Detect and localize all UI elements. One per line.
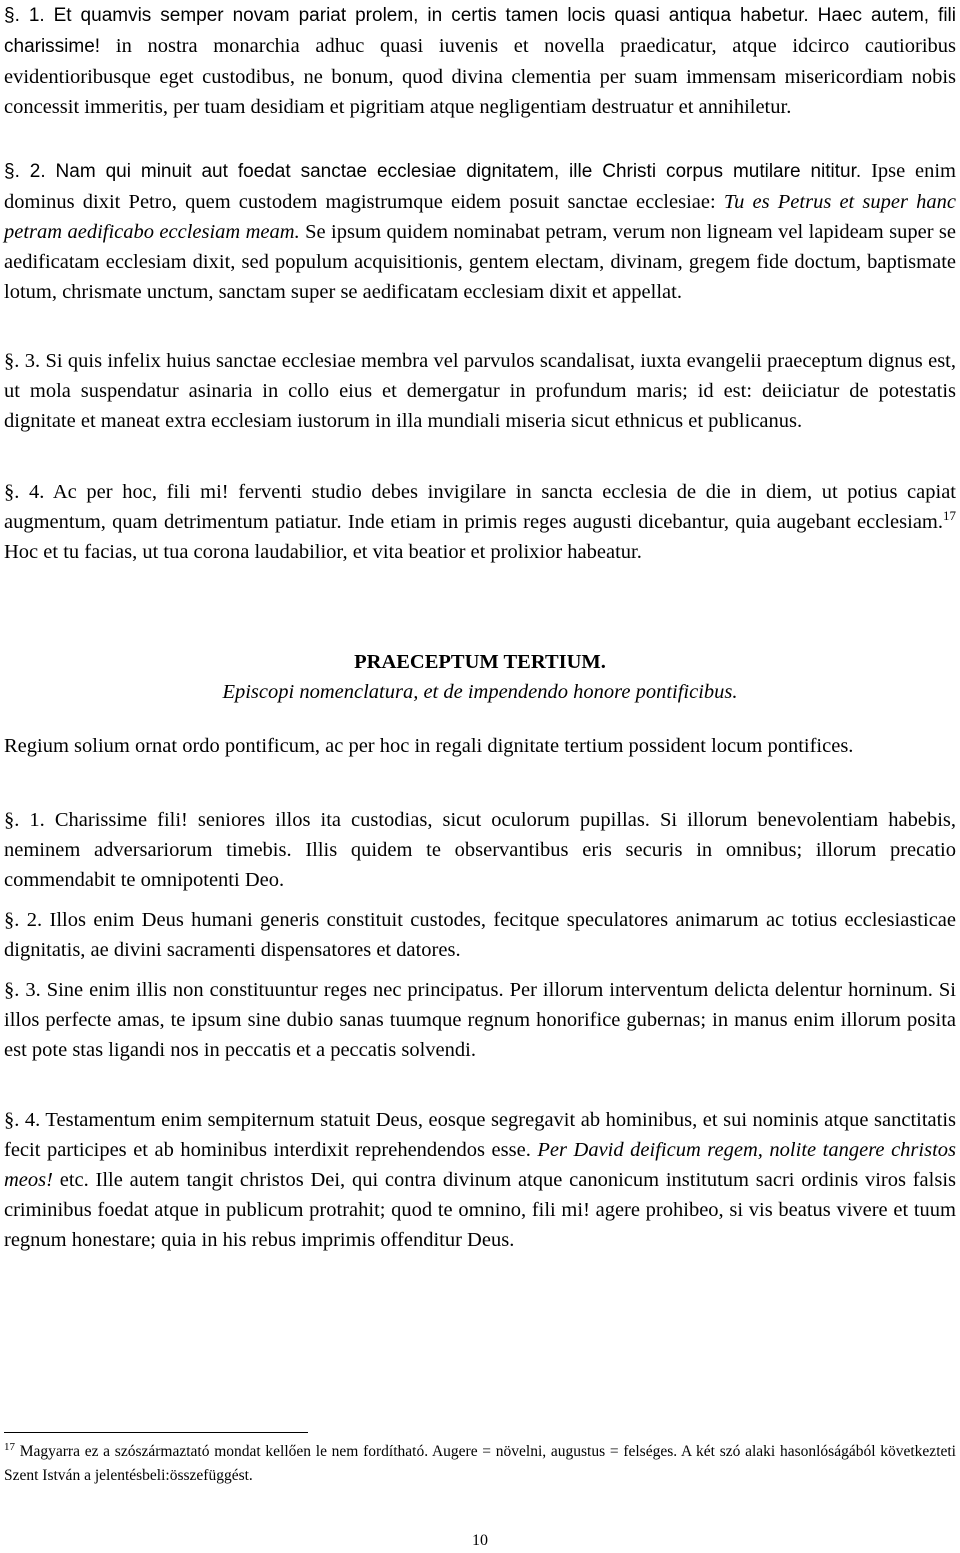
paragraph-q1: §. 1. Charissime fili! seniores illos ita custodias, sicut oculorum pupillas. Si illorum benevolentiam habebis, neminem adversariorum timebis. Illis quidem te observantibus eris securis in omnibus; illorum precatio commendabit te omnipotenti Deo. [4,809,956,891]
footnote [4,1440,956,1488]
footnote-reference: 17 [943,508,956,524]
paragraph-1-body: in nostra monarchia adhuc quasi iuvenis et novella praedicatur, atque idcirco cautioribus evidentioribusque eget custodibus, ne bonum, quod divina clementia per suam immensam misericordiam nobis concessit immeritis, per tuam desidiam et pigritiam atque negligentiam destruatur et annihiletur. [4,35,956,118]
paragraph-3: §. 3. Si quis infelix huius sanctae ecclesiae membra vel parvulos scandalisat, iuxta evangelii praeceptum dignus est, ut mola suspendatur asinaria in collo eius et demergatur in profundum maris; id est: deiiciatur de potestatis dignitate et maneat extra ecclesiam iustorum in illa mundiali miseria sicut ethnicus et publicanus. [4,350,956,432]
paragraph-2-sans-lead: §. 2. Nam qui minuit aut foedat sanctae ecclesiae dignitatem, ille Christi corpus mutilare nititur. [4,161,872,182]
paragraph-1 [4,0,956,122]
paragraph-4-body: §. 4. Ac per hoc, fili mi! ferventi studio debes invigilare in sancta ecclesia de die in diem, ut potius capiat augmentum, quam detrimentum patiatur. Inde etiam in primis reges augusti dicebantur, quia augebant ecclesiam. [4,481,956,533]
intro-paragraph: Regium solium ornat ordo pontificum, ac per hoc in regali dignitate tertium possident locum pontifices. [4,735,854,757]
footnote-text: Magyarra ez a szószármaztató mondat kellően le nem fordítható. Augere = növelni, augustus = felséges. A két szó alaki hasonlóságából következteti Szent István a jelentésbeli:összefüggést. [4,1443,956,1484]
paragraph-q4 [4,1105,956,1255]
page-number: 10 [472,1532,488,1549]
paragraph-2-body: Ipse enim dominus dixit Petro, quem custodem magistrumque eidem posuit sanctae ecclesiae: [4,160,956,213]
paragraph-2-quote: Tu es Petrus et super hanc petram aedificabo ecclesiam meam. [4,191,956,243]
paragraph-2-body-cont: Se ipsum quidem nominabat petram, verum non ligneam vel lapideam super se aedificatam ecclesiam dixit, sed populum acquisitionis, gentem electam, divinam, gregem fide doctum, baptismate lotum, chrismate unctum, sanctam super se aedificatam ecclesiam dixit et appellat. [4,221,957,303]
paragraph-q4-quote: Per David deificum regem, nolite tangere christos meos! [4,1139,956,1191]
section-title: PRAECEPTUM TERTIUM. [354,651,606,673]
paragraph-q2: §. 2. Illos enim Deus humani generis constituit custodes, fecitque speculatores animarum ac totius ecclesiasticae dignitatis, ae divini sacramenti dispensatores et datores. [4,909,956,961]
paragraph-2 [4,156,956,307]
paragraph-4 [4,477,956,567]
paragraph-q3: §. 3. Sine enim illis non constituuntur reges nec principatus. Per illorum interventum delicta delentur horninum. Si illos perfecte amas, te ipsum sine dubio sanas tuumque regnum honorifice gubernas; in manus enim illorum posita est pote stas ligandi nos in peccatis et a peccatis solvendi. [4,979,956,1061]
section-subtitle: Episcopi nomenclatura, et de impendendo honore pontificibus. [222,681,738,703]
paragraph-q4-body: §. 4. Testamentum enim sempiternum statuit Deus, eosque segregavit ab hominibus, et sui nominis atque sanctitatis fecit participes et ab hominibus interdixit reprehendendos esse. [4,1109,956,1161]
paragraph-1-sans-lead: §. 1. Et quamvis semper novam pariat prolem, in certis tamen locis quasi antiqua habetur. Haec autem, fili charissime! [4,5,956,57]
paragraph-q4-body-cont: etc. Ille autem tangit christos Dei, qui contra divinum atque canonicum institutum sacri ordinis viros falsis criminibus foedat atque in publicum protrahit; quod te omnino, fili mi! agere prohibeo, si vis beatus vivere et tuum regnum honestare; quia in his rebus imprimis offenditur Deus. [4,1169,956,1251]
paragraph-4-body-cont: Hoc et tu facias, ut tua corona laudabilior, et vita beatior et prolixior habeatur. [4,541,642,563]
footnote-divider [4,1432,308,1433]
footnote-mark: 17 [4,1440,15,1453]
